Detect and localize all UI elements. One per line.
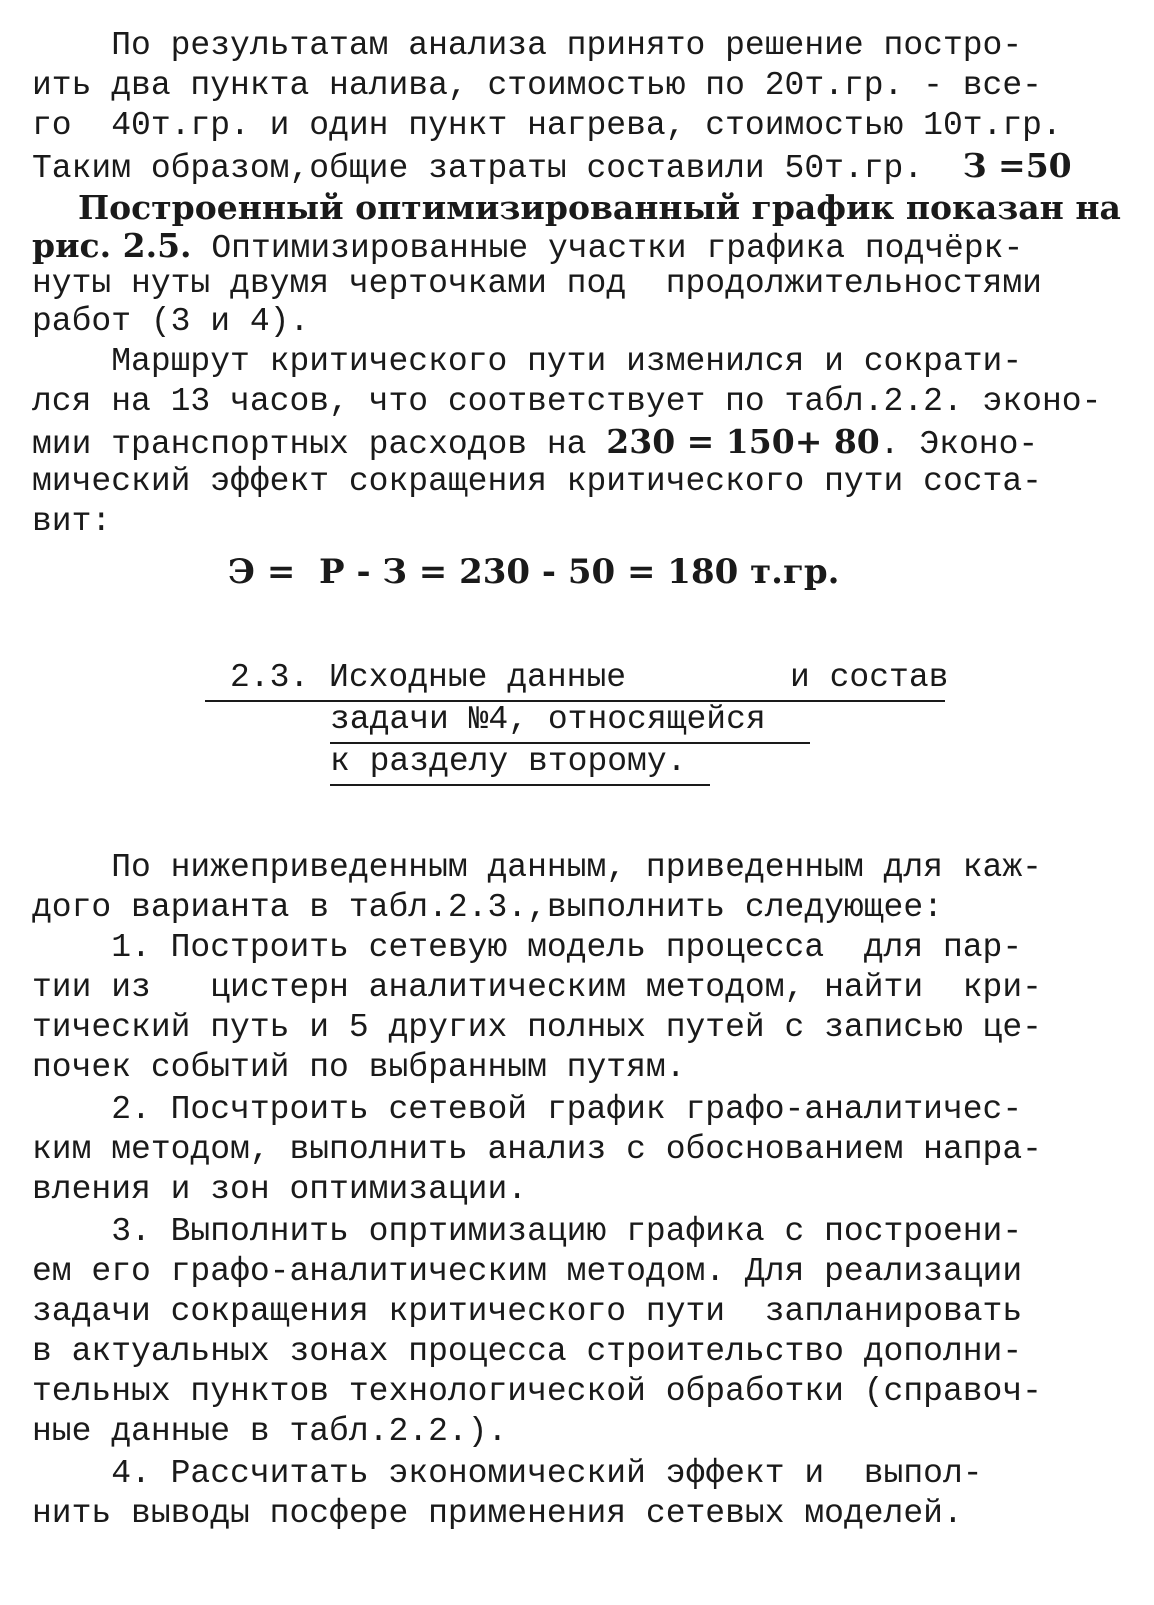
text-line: ить два пункта налива, стоимостью по 20т.гр. - все-: [32, 67, 1042, 104]
heading-underline: [330, 784, 710, 786]
list-item: 4. Рассчитать экономический эффект и выпол-: [32, 1455, 983, 1492]
text-line: По результатам анализа принято решение постро-: [32, 27, 1023, 64]
savings-value: 230 = 150+ 80: [606, 422, 880, 461]
figure-ref: рис. 2.5.: [32, 226, 192, 265]
text-line: вления и зон оптимизации.: [32, 1171, 528, 1208]
text-line: [32, 422, 1038, 465]
text-line: в актуальных зонах процесса строительство дополни-: [32, 1333, 1023, 1370]
text-line: лся на 13 часов, что соответствует по табл.2.2. эконо-: [32, 383, 1102, 420]
text-line: вит:: [32, 503, 112, 540]
text-line: работ (3 и 4).: [32, 303, 310, 340]
text-line: тии из цистерн аналитическим методом, найти кри-: [32, 969, 1042, 1006]
text-line: нить выводы посфере применения сетевых моделей.: [32, 1495, 963, 1532]
text-span: . Эконо-: [879, 426, 1039, 463]
effect-formula: Э = Р - З = 230 - 50 = 180 т.гр.: [228, 552, 840, 592]
cost-value: З =50: [962, 146, 1072, 185]
text-line: [32, 146, 1072, 189]
text-line: мический эффект сокращения критического пути соста-: [32, 463, 1042, 500]
text-line: ные данные в табл.2.2.).: [32, 1413, 508, 1450]
text-line: задачи сокращения критического пути запланировать: [32, 1293, 1023, 1330]
text-line: нуты нуты двумя черточками под продолжительностями: [32, 265, 1042, 302]
text-line: го 40т.гр. и один пункт нагрева, стоимостью 10т.гр.: [32, 107, 1062, 144]
text-line: тельных пунктов технологической обработки (справоч-: [32, 1373, 1042, 1410]
text-line: дого варианта в табл.2.3.,выполнить следующее:: [32, 889, 943, 926]
text-line: ем его графо-аналитическим методом. Для реализации: [32, 1253, 1023, 1290]
text-span: Таким образом,общие затраты составили 50т.гр.: [32, 150, 963, 187]
section-heading-line: 2.3. Исходные данные: [230, 659, 627, 696]
section-heading-line: и состав: [790, 659, 949, 696]
text-span: Оптимизированные участки графика подчёрк-: [191, 230, 1024, 267]
text-line: ким методом, выполнить анализ с обоснованием напра-: [32, 1131, 1042, 1168]
section-heading-line: задачи №4, относящейся: [330, 701, 766, 738]
text-span: мии транспортных расходов на: [32, 426, 607, 463]
list-item: 1. Построить сетевую модель процесса для пар-: [32, 929, 1023, 966]
list-item: 2. Посчтроить сетевой график графо-аналитичес-: [32, 1091, 1023, 1128]
text-line: [32, 226, 1023, 269]
list-item: 3. Выполнить опртимизацию графика с построени-: [32, 1213, 1023, 1250]
text-line: тический путь и 5 других полных путей с записью це-: [32, 1009, 1042, 1046]
text-line: почек событий по выбранным путям.: [32, 1049, 686, 1086]
text-line: По нижеприведенным данным, приведенным для каж-: [32, 849, 1042, 886]
section-heading-line: к разделу второму.: [330, 743, 687, 780]
text-line: Построенный оптимизированный график показан на: [32, 188, 1121, 227]
text-line: Маршрут критического пути изменился и сократи-: [32, 343, 1023, 380]
